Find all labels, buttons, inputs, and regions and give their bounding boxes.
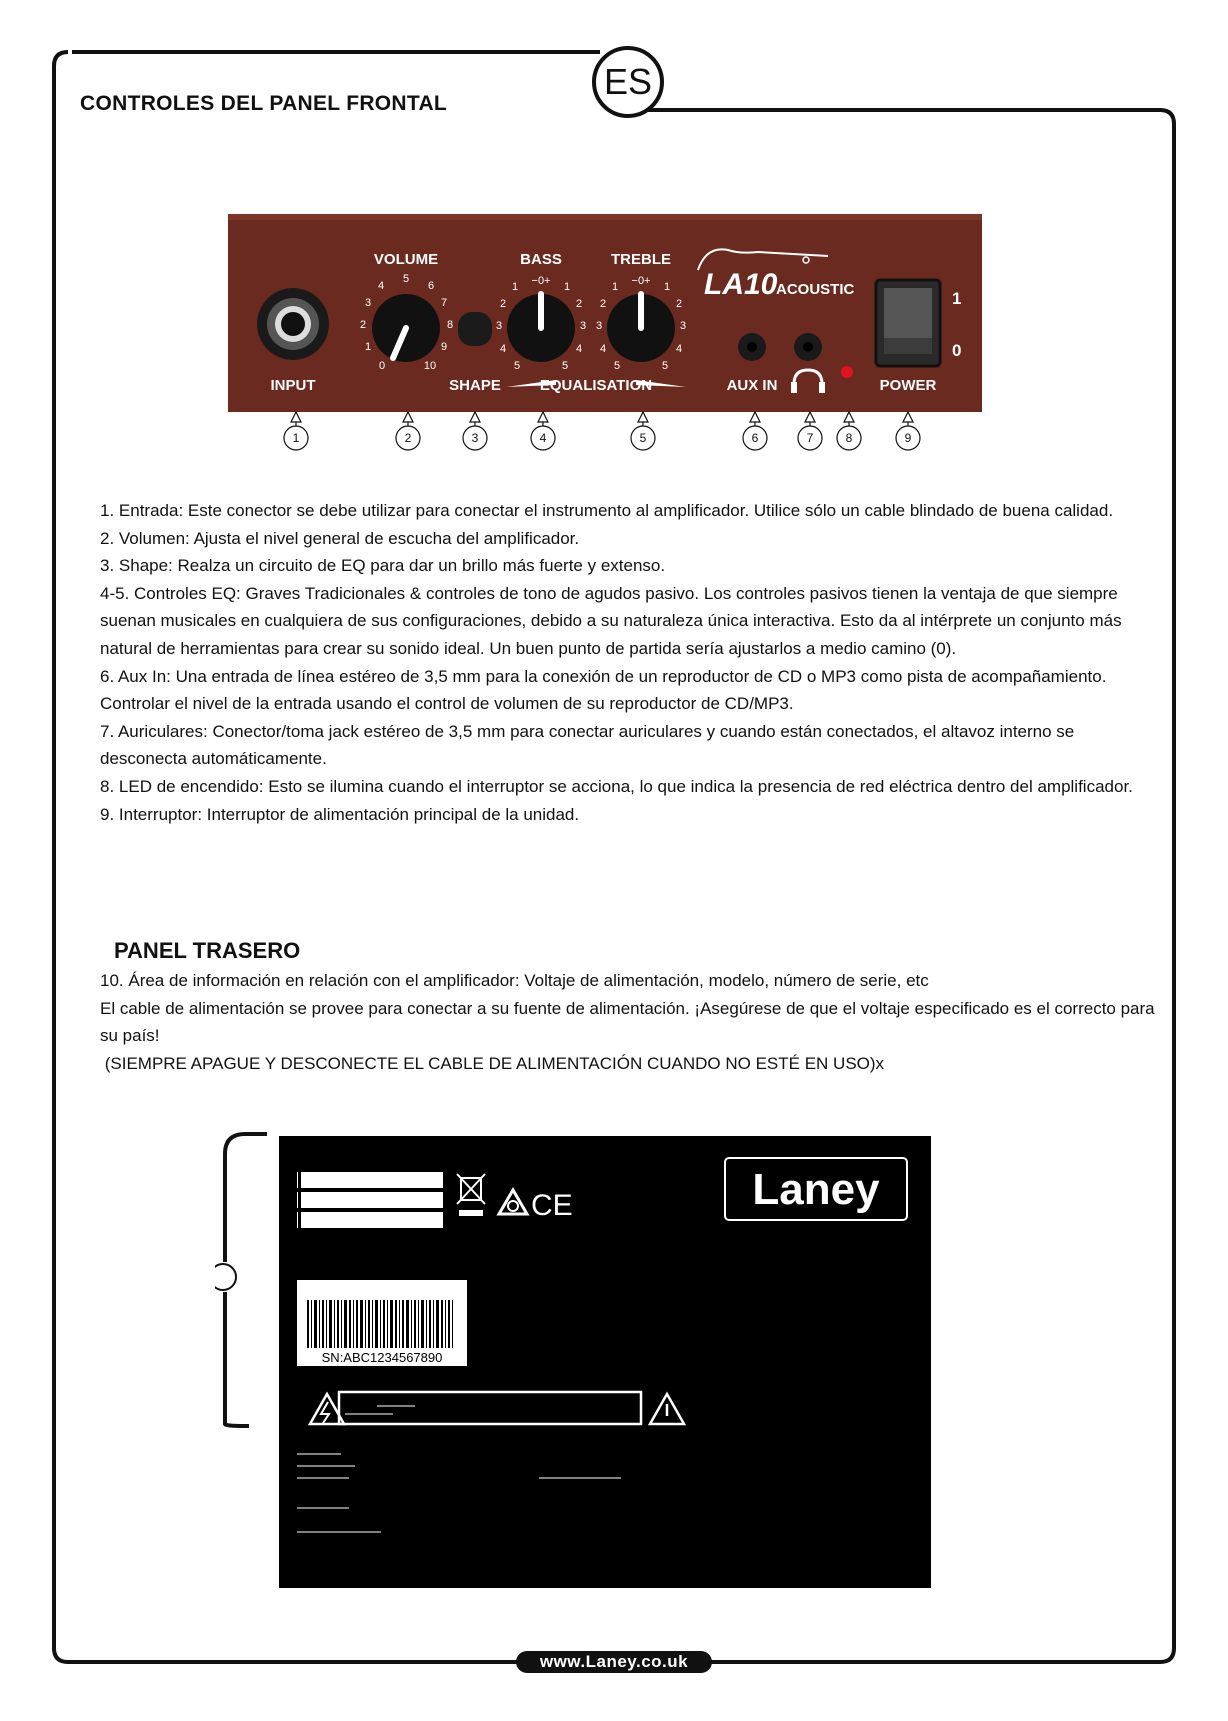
page-title: CONTROLES DEL PANEL FRONTAL <box>80 92 448 115</box>
rear-power-cable: El cable de alimentación se provee para conectar a su fuente de alimentación. ¡Asegúrese de que el voltaje especificado es el correcto para su país! <box>100 998 1155 1046</box>
switch-off-label: 0 <box>952 341 962 360</box>
description-input: 1. Entrada: Este conector se debe utilizar para conectar el instrumento al amplificador. Utilice sólo un cable blindado de buena calidad. <box>100 501 1114 520</box>
aux-in-label: AUX IN <box>726 377 778 394</box>
svg-text:9: 9 <box>440 341 448 353</box>
callouts <box>284 412 920 450</box>
svg-text:9: 9 <box>904 431 912 445</box>
svg-text:5: 5 <box>402 273 410 285</box>
model-suffix: ACOUSTIC <box>776 281 855 298</box>
language-badge: ES <box>592 46 664 118</box>
control-descriptions <box>100 497 1160 828</box>
svg-text:2: 2 <box>359 319 367 331</box>
svg-text:8: 8 <box>845 431 853 445</box>
description-shape: 3. Shape: Realza un circuito de EQ para dar un brillo más fuerte y extenso. <box>100 556 666 576</box>
description-aux-in: 6. Aux In: Una entrada de línea estéreo de 3,5 mm para la conexión de un reproductor de CD o MP3 como pista de acompañamiento. Controlar el nivel de la entrada usando el control de volumen de su reproductor de CD/MP3. <box>100 666 1107 714</box>
description-eq: 4-5. Controles EQ: Graves Tradicionales & controles de tono de agudos pasivo. Los controles pasivos tienen la ventaja de que siempre suenan musicales en cualquiera de sus configuraciones, debido a su naturaleza única interactiva. Esto da al intérprete un conjunto más natural de herramientas para crear su sonido ideal. Un buen punto de partida sería ajustarlos a medio camino (0). <box>100 583 1122 658</box>
model-logo: LA10 <box>704 268 778 301</box>
svg-text:0: 0 <box>378 360 386 372</box>
callout-10-circle <box>215 1264 236 1290</box>
svg-text:5: 5 <box>561 360 569 372</box>
rear-panel-heading: PANEL TRASERO <box>114 938 301 963</box>
treble-center: −0+ <box>631 275 651 287</box>
svg-text:7: 7 <box>440 297 448 309</box>
svg-text:1: 1 <box>663 281 671 293</box>
shape-label: SHAPE <box>449 377 501 394</box>
svg-text:5: 5 <box>639 431 647 445</box>
svg-text:4: 4 <box>499 343 507 355</box>
description-led: 8. LED de encendido: Esto se ilumina cuando el interruptor se acciona, lo que indica la presencia de red eléctrica dentro del amplificador. <box>100 776 1133 796</box>
ce-mark: CE <box>531 1189 573 1222</box>
svg-text:4: 4 <box>377 280 385 292</box>
svg-text:8: 8 <box>446 319 454 331</box>
laney-logo: Laney <box>752 1165 880 1214</box>
website-link[interactable]: www.Laney.co.uk <box>516 1651 712 1673</box>
svg-text:4: 4 <box>539 431 547 445</box>
svg-text:6: 6 <box>427 280 435 292</box>
rear-warning: (SIEMPRE APAGUE Y DESCONECTE EL CABLE DE ALIMENTACIÓN CUANDO NO ESTÉ EN USO)x <box>100 1053 885 1073</box>
svg-text:2: 2 <box>499 298 507 310</box>
input-label: INPUT <box>270 377 316 394</box>
svg-text:3: 3 <box>364 297 372 309</box>
weee-bin-icon <box>457 1174 485 1204</box>
description-volume: 2. Volumen: Ajusta el nivel general de escucha del amplificador. <box>100 528 580 548</box>
power-switch <box>876 280 940 366</box>
treble-label: TREBLE <box>611 251 671 268</box>
svg-text:1: 1 <box>292 431 300 445</box>
svg-text:5: 5 <box>661 360 669 372</box>
svg-text:1: 1 <box>611 281 619 293</box>
svg-text:4: 4 <box>575 343 583 355</box>
svg-text:3: 3 <box>495 320 503 332</box>
svg-text:1: 1 <box>364 341 372 353</box>
switch-on-label: 1 <box>952 289 962 308</box>
svg-text:4: 4 <box>675 343 683 355</box>
bass-knob <box>507 294 575 362</box>
rear-panel-text <box>100 967 1160 1077</box>
svg-text:2: 2 <box>675 298 683 310</box>
volume-label: VOLUME <box>373 251 439 268</box>
power-label: POWER <box>879 377 937 394</box>
treble-knob <box>607 294 675 362</box>
svg-text:3: 3 <box>579 320 587 332</box>
svg-text:2: 2 <box>404 431 412 445</box>
equalisation-label: EQUALISATION <box>539 377 653 394</box>
svg-text:7: 7 <box>806 431 814 445</box>
power-led-icon <box>841 366 853 378</box>
headphone-jack-icon <box>794 333 822 361</box>
front-panel-diagram <box>228 212 982 460</box>
svg-text:10: 10 <box>423 360 437 372</box>
bass-center: −0+ <box>531 275 551 287</box>
rear-info-area: 10. Área de información en relación con el amplificador: Voltaje de alimentación, modelo, número de serie, etc <box>100 971 929 990</box>
svg-text:1: 1 <box>511 281 519 293</box>
description-power-switch: 9. Interruptor: Interruptor de alimentación principal de la unidad. <box>100 804 580 824</box>
svg-text:5: 5 <box>613 360 621 372</box>
aux-in-jack-icon <box>738 333 766 361</box>
bass-label: BASS <box>520 251 562 268</box>
svg-text:5: 5 <box>513 360 521 372</box>
svg-text:4: 4 <box>599 343 607 355</box>
svg-text:1: 1 <box>563 281 571 293</box>
input-jack-icon <box>257 288 329 360</box>
rear-panel-diagram <box>215 1132 935 1592</box>
svg-text:3: 3 <box>679 320 687 332</box>
svg-text:3: 3 <box>471 431 479 445</box>
volume-knob <box>372 294 440 362</box>
svg-text:2: 2 <box>575 298 583 310</box>
svg-text:2: 2 <box>599 298 607 310</box>
serial-number: SN:ABC1234567890 <box>321 1350 443 1365</box>
shape-button <box>458 312 492 346</box>
svg-text:6: 6 <box>751 431 759 445</box>
description-headphones: 7. Auriculares: Conector/toma jack estéreo de 3,5 mm para conectar auriculares y cuando están conectados, el altavoz interno se desconecta automáticamente. <box>100 721 1075 769</box>
svg-text:3: 3 <box>595 320 603 332</box>
